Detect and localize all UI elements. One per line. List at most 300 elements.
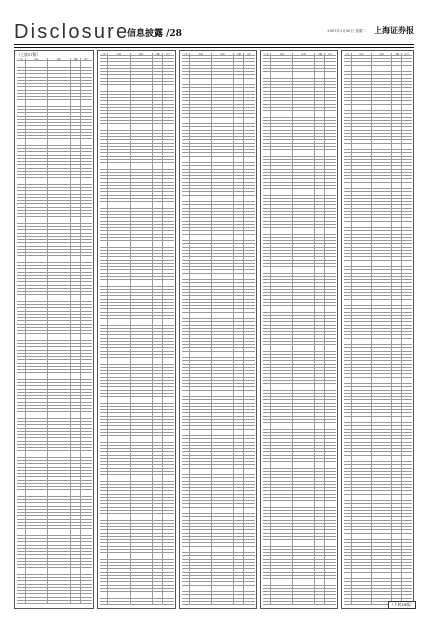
table-cell <box>81 230 92 232</box>
table-cell <box>315 212 325 214</box>
table-cell <box>71 227 82 229</box>
table-cell <box>392 101 402 103</box>
table-cell <box>244 456 254 458</box>
table-cell <box>293 436 315 438</box>
table-cell <box>48 188 71 190</box>
table-cell <box>153 387 163 389</box>
table-cell <box>81 409 92 411</box>
table-cell <box>48 331 71 333</box>
table-cell <box>71 91 82 93</box>
table-cell <box>352 387 372 389</box>
table-cell <box>372 134 392 136</box>
table-cell <box>212 592 234 594</box>
table-cell <box>325 56 335 58</box>
table-cell <box>153 105 163 107</box>
table-cell <box>17 321 26 323</box>
table-cell <box>392 335 402 337</box>
table-cell <box>293 183 315 185</box>
table-cell <box>244 417 254 419</box>
table-cell <box>163 368 173 370</box>
table-cell <box>234 563 244 565</box>
table-cell <box>344 150 352 152</box>
table-cell <box>48 481 71 483</box>
table-cell <box>212 449 234 451</box>
table-cell <box>182 420 191 422</box>
table-cell <box>263 170 272 172</box>
table-cell <box>244 75 254 77</box>
table-cell <box>271 267 293 273</box>
table-cell <box>48 367 71 369</box>
table-cell <box>244 381 254 383</box>
table-cell <box>108 566 130 568</box>
table-cell <box>352 251 372 253</box>
table-cell <box>352 170 372 172</box>
table-cell <box>271 394 293 396</box>
table-cell <box>153 261 163 263</box>
table-cell <box>17 253 26 255</box>
table-cell <box>271 589 293 591</box>
table-cell <box>315 274 325 276</box>
table-cell <box>315 335 325 337</box>
table-cell <box>81 507 92 509</box>
table-cell <box>153 118 163 120</box>
table-cell <box>108 98 130 100</box>
table-cell <box>325 404 335 406</box>
table-cell <box>212 586 234 592</box>
table-cell <box>212 465 234 467</box>
table-cell <box>131 267 153 269</box>
table-cell <box>263 56 272 58</box>
table-cell <box>81 442 92 444</box>
table-cell <box>372 352 392 354</box>
table-cell <box>81 315 92 317</box>
table-cell <box>293 573 315 575</box>
table-cell <box>293 59 315 61</box>
table-cell <box>190 485 212 487</box>
table-cell <box>108 140 130 142</box>
table-row <box>100 602 174 605</box>
table-cell <box>234 144 244 146</box>
table-cell <box>293 446 315 448</box>
table-cell <box>392 452 402 454</box>
table-cell <box>26 422 49 424</box>
table-cell <box>392 348 402 350</box>
table-cell <box>190 345 212 347</box>
table-cell <box>163 202 173 208</box>
table-cell <box>234 131 244 133</box>
table-cell <box>108 547 130 549</box>
table-cell <box>17 422 26 424</box>
table-cell <box>26 139 49 145</box>
table-cell <box>402 150 412 152</box>
table-cell <box>293 215 315 217</box>
table-cell <box>153 228 163 230</box>
table-cell <box>315 137 325 139</box>
table-cell <box>48 575 71 577</box>
table-cell <box>325 449 335 451</box>
table-cell <box>190 452 212 454</box>
table-cell <box>271 540 293 546</box>
table-cell <box>402 196 412 198</box>
table-cell <box>26 224 49 226</box>
table-cell <box>392 514 402 516</box>
table-cell <box>352 66 372 72</box>
table-cell <box>81 159 92 161</box>
table-cell <box>263 160 272 162</box>
table-cell <box>402 355 412 357</box>
table-cell <box>163 98 173 100</box>
table-cell <box>163 465 173 467</box>
table-cell <box>100 319 109 325</box>
table-cell <box>372 556 392 558</box>
table-cell <box>212 420 234 422</box>
table-cell <box>271 365 293 367</box>
table-cell <box>163 426 173 428</box>
table-cell <box>293 420 315 422</box>
table-cell <box>182 88 191 90</box>
table-cell <box>17 149 26 151</box>
table-cell <box>263 150 272 156</box>
table-cell <box>131 222 153 224</box>
table-cell <box>100 157 109 159</box>
table-cell <box>271 566 293 568</box>
table-cell <box>234 339 244 341</box>
table-cell <box>372 560 392 562</box>
table-cell <box>352 358 372 360</box>
table-cell <box>26 585 49 587</box>
table-cell <box>325 137 335 139</box>
table-cell <box>325 118 335 120</box>
table-cell <box>131 527 153 529</box>
table-cell <box>163 287 173 289</box>
table-cell <box>212 244 234 246</box>
table-cell <box>315 498 325 500</box>
table-cell <box>392 209 402 211</box>
table-cell <box>26 536 49 538</box>
table-cell <box>190 410 212 412</box>
table-cell <box>26 448 49 450</box>
table-cell <box>244 85 254 87</box>
table-cell <box>163 170 173 172</box>
table-cell <box>234 137 244 139</box>
table-cell <box>17 536 26 538</box>
table-cell <box>108 319 130 325</box>
table-cell <box>26 152 49 154</box>
table-cell <box>271 391 293 393</box>
table-cell <box>212 254 234 256</box>
table-cell <box>182 212 191 214</box>
table-cell <box>325 209 335 211</box>
table-cell <box>212 114 234 116</box>
table-cell <box>153 508 163 510</box>
table-cell <box>81 500 92 502</box>
table-cell <box>163 475 173 481</box>
table-cell <box>402 358 412 360</box>
table-cell <box>293 592 315 594</box>
table-cell <box>26 237 49 239</box>
table-cell <box>190 599 212 601</box>
table-cell <box>131 212 153 214</box>
table-cell <box>108 209 130 211</box>
table-cell <box>372 98 392 100</box>
table-cell <box>392 283 402 285</box>
table-cell <box>244 556 254 558</box>
table-cell <box>234 329 244 331</box>
table-cell <box>315 569 325 571</box>
table-cell <box>234 469 244 475</box>
table-cell <box>153 602 163 604</box>
table-cell <box>190 303 212 305</box>
table-cell <box>244 449 254 451</box>
table-header-cell: 地址 <box>131 53 153 55</box>
table-cell <box>163 199 173 201</box>
table-cell <box>352 209 372 211</box>
table-cell <box>372 95 392 97</box>
table-cell <box>81 364 92 366</box>
table-cell <box>212 225 234 227</box>
table-cell <box>153 530 163 532</box>
table-cell <box>131 335 153 337</box>
table-cell <box>182 498 191 500</box>
table-cell <box>352 452 372 454</box>
table-cell <box>271 131 293 133</box>
table-cell <box>190 400 212 402</box>
table-cell <box>153 85 163 91</box>
table-cell <box>271 134 293 136</box>
table-cell <box>153 131 163 133</box>
table-cell <box>17 250 26 252</box>
table-cell <box>190 166 212 168</box>
table-cell <box>71 461 82 463</box>
table-cell <box>100 257 109 259</box>
table-cell <box>81 451 92 457</box>
table-cell <box>108 563 130 565</box>
table-cell <box>234 108 244 110</box>
table-cell <box>392 553 402 555</box>
table-cell <box>212 79 234 85</box>
table-cell <box>293 241 315 243</box>
table-cell <box>131 118 153 120</box>
table-cell <box>108 508 130 510</box>
table-cell <box>402 173 412 175</box>
table-cell <box>71 107 82 109</box>
table-cell <box>352 316 372 318</box>
table-cell <box>352 144 372 150</box>
table-cell <box>17 448 26 450</box>
table-cell <box>293 254 315 256</box>
table-cell <box>131 290 153 292</box>
table-cell <box>153 384 163 386</box>
table-cell <box>48 484 71 486</box>
table-cell <box>100 391 109 393</box>
table-cell <box>48 237 71 239</box>
table-cell <box>71 247 82 249</box>
table-cell <box>182 599 191 601</box>
table-cell <box>212 576 234 578</box>
table-cell <box>244 439 254 441</box>
table-cell <box>325 563 335 565</box>
table-cell <box>26 380 49 382</box>
table-cell <box>352 573 372 579</box>
table-cell <box>315 303 325 305</box>
table-cell <box>81 152 92 154</box>
table-cell <box>108 446 130 448</box>
table-cell <box>372 391 392 393</box>
table-cell <box>163 488 173 490</box>
table-cell <box>190 118 212 124</box>
table-cell <box>392 157 402 159</box>
table-cell <box>352 413 372 415</box>
table-cell <box>81 331 92 333</box>
table-cell <box>372 82 392 84</box>
table-cell <box>325 157 335 159</box>
table-cell <box>153 95 163 97</box>
table-body <box>17 58 92 607</box>
table-cell <box>315 196 325 198</box>
table-cell <box>100 446 109 448</box>
table-cell <box>293 589 315 591</box>
table-cell <box>402 82 412 84</box>
table-cell <box>100 413 109 415</box>
table-cell <box>344 602 352 604</box>
table-cell <box>17 487 26 489</box>
table-cell <box>182 556 191 558</box>
table-cell <box>402 124 412 126</box>
table-cell <box>402 462 412 464</box>
table-cell <box>271 238 293 240</box>
table-cell <box>293 595 315 597</box>
table-cell <box>325 439 335 441</box>
table-cell <box>402 495 412 501</box>
table-cell <box>71 390 82 392</box>
table-cell <box>153 72 163 74</box>
table-cell <box>26 471 49 473</box>
table-cell <box>293 517 315 519</box>
table-cell <box>212 556 234 558</box>
table-cell <box>244 514 254 516</box>
table-cell <box>26 328 49 330</box>
table-cell <box>131 456 153 458</box>
table-cell <box>344 137 352 139</box>
table-cell <box>392 352 402 354</box>
table-cell <box>244 166 254 168</box>
table-cell <box>48 559 71 561</box>
table-cell <box>315 300 325 302</box>
table-cell <box>108 553 130 559</box>
table-cell <box>344 595 352 597</box>
table-cell <box>26 393 49 395</box>
table-cell <box>344 413 352 415</box>
table-cell <box>17 552 26 554</box>
table-cell <box>131 465 153 467</box>
table-cell <box>71 318 82 320</box>
table-cell <box>108 75 130 77</box>
table-cell <box>352 443 372 445</box>
table-cell <box>244 69 254 71</box>
table-cell <box>71 442 82 444</box>
table-cell <box>344 504 352 506</box>
table-cell <box>17 289 26 291</box>
table-cell <box>244 420 254 422</box>
table-cell <box>100 459 109 461</box>
table-cell <box>26 321 49 323</box>
table-cell <box>263 244 272 246</box>
table-cell <box>402 209 412 211</box>
table-cell <box>100 248 109 250</box>
table-cell <box>81 380 92 382</box>
table-cell <box>100 56 109 58</box>
table-cell <box>344 573 352 579</box>
table-cell <box>71 315 82 317</box>
table-cell <box>17 172 26 174</box>
table-cell <box>81 432 92 434</box>
table-cell <box>108 326 130 328</box>
table-cell <box>315 374 325 376</box>
table-cell <box>81 351 92 353</box>
table-cell <box>48 516 71 518</box>
table-cell <box>352 543 372 545</box>
table-cell <box>234 495 244 497</box>
table-cell <box>182 254 191 256</box>
table-cell <box>81 448 92 450</box>
table-cell <box>271 446 293 448</box>
table-cell <box>344 244 352 246</box>
table-cell <box>352 355 372 357</box>
table-cell <box>71 295 82 301</box>
table-cell <box>81 539 92 541</box>
table-cell <box>263 537 272 539</box>
table-cell <box>108 137 130 139</box>
table-cell <box>100 313 109 315</box>
table-cell <box>100 153 109 155</box>
table-cell <box>293 530 315 532</box>
table-cell <box>344 212 352 214</box>
table-cell <box>244 332 254 334</box>
table-cell <box>26 120 49 122</box>
table-cell <box>372 472 392 474</box>
table-cell <box>352 400 372 402</box>
table-cell <box>402 183 412 189</box>
table-cell <box>293 374 315 376</box>
table-cell <box>344 556 352 558</box>
table-cell <box>315 163 325 165</box>
table-cell <box>315 72 325 78</box>
table-cell <box>244 170 254 172</box>
table-cell <box>81 250 92 252</box>
table-cell <box>48 139 71 145</box>
table-cell <box>48 325 71 327</box>
table-cell <box>182 478 191 480</box>
table-cell <box>26 234 49 236</box>
table-cell <box>352 166 372 168</box>
table-cell <box>344 439 352 441</box>
table-cell <box>182 66 191 68</box>
table-cell <box>352 235 372 237</box>
table-cell <box>17 497 26 499</box>
table-cell <box>71 497 82 499</box>
table-cell <box>392 170 402 172</box>
table-cell <box>26 91 49 93</box>
table-cell <box>153 592 163 598</box>
table-cell <box>48 432 71 434</box>
table-cell <box>271 170 293 172</box>
table-cell <box>26 507 49 509</box>
table-cell <box>212 251 234 253</box>
table-cell <box>131 472 153 474</box>
table-cell <box>325 560 335 562</box>
table-cell <box>108 397 130 403</box>
table-cell <box>190 101 212 103</box>
